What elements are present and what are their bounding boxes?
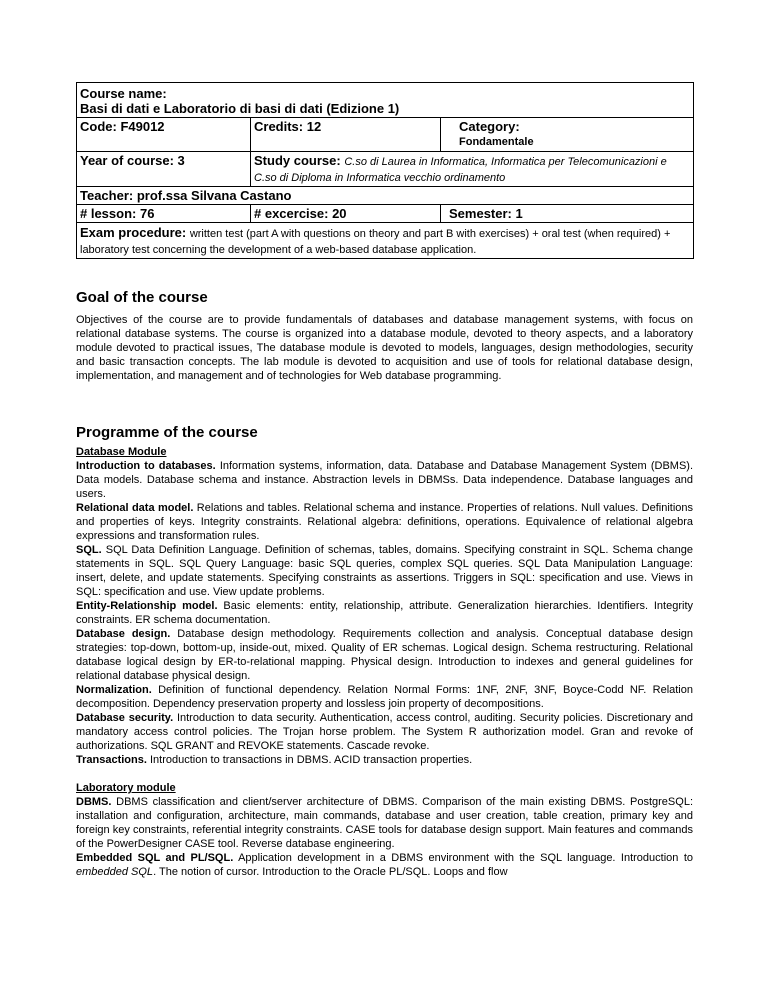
study-course-cell [251,152,694,187]
database-module-items [76,459,693,767]
database-module-item [76,711,693,753]
credits: Credits: 12 [251,118,441,152]
database-module-item [76,501,693,543]
item-text: Basic elements: entity, relationship, attribute. Generalization hierarchies. Identifiers. Integrity constraints. ER schema documentation. [76,600,694,626]
lab-item [76,795,693,851]
course-name-cell [77,83,694,118]
lab-item-heading: Embedded SQL and PL/SQL. [76,852,234,864]
lab-item-text: Application development in a DBMS environment with the SQL language. Introduction to [233,852,693,864]
exam-procedure-cell [77,223,694,259]
item-heading: Database design. [76,628,171,640]
item-heading: Normalization. [76,684,152,696]
lab-item-text: . The notion of cursor. Introduction to the Oracle PL/SQL. Loops and flow [153,866,508,878]
database-module-item [76,599,693,627]
course-name: Basi di dati e Laboratorio di basi di dati (Edizione 1) [80,101,400,116]
item-text: Introduction to transactions in DBMS. ACID transaction properties. [146,754,473,766]
item-text: Introduction to data security. Authentication, access control, auditing. Security policies. Discretionary and mandatory access control policies. The Trojan horse problem. The System R authorization model. Gran and revoke of authorizations. SQL GRANT and REVOKE statements. Cascade revoke. [76,712,694,752]
course-name-label: Course name: [80,86,167,101]
laboratory-module-items [76,795,693,879]
exam-procedure-value: written test (part A with questions on theory and part B with exercises) + oral test (when required) + laboratory test concerning the development of a web-based database application. [80,228,671,256]
lab-item-heading: DBMS. [76,796,112,808]
database-module-item [76,543,693,599]
code: Code: F49012 [77,118,251,152]
item-text: SQL Data Definition Language. Definition of schemas, tables, domains. Specifying constraint in SQL. Schema change statements in SQL. SQL Query Language: basic SQL queries, complex SQL queries. SQL Data Manipulation Language: insert, delete, and update statements. Specifying constraints as assertions. Triggers in SQL: specification and use. Views in SQL: specification and use. View update problems. [76,544,693,598]
teacher: Teacher: prof.ssa Silvana Castano [77,187,694,205]
item-heading: SQL. [76,544,102,556]
item-text: Relations and tables. Relational schema and instance. Properties of relations. Null values. Definitions and properties of keys. Integrity constraints. Relational algebra: definitions, operations. Equivalence of relational algebra expressions and transformation rules. [76,502,693,542]
lab-item-text: DBMS classification and client/server architecture of DBMS. Comparison of the main existing DBMS. PostgreSQL: installation and configuration, architecture, main commands, database and user creation, table creation, primary key and foreign key constraints, referential integrity constraints. CASE tools for database design support. Main features and commands of the PowerDesigner CASE tool. Reverse database engineering. [76,796,693,850]
programme-title: Programme of the course [76,424,258,441]
semester: Semester: 1 [441,205,694,223]
item-heading: Introduction to databases. [76,460,216,472]
item-text: Information systems, information, data. Database and Database Management System (DBMS). Data models. Database schema and instance. Abstraction levels in DBMSs. Data independence. Database languages and users. [76,460,693,500]
lab-item-emphasis: embedded SQL [76,866,154,878]
goal-title: Goal of the course [76,289,208,306]
database-module-item [76,627,693,683]
database-module-item [76,683,693,711]
category-label: Category: [459,119,520,134]
item-text: Database design methodology. Requirements collection and analysis. Conceptual database design strategies: top-down, bottom-up, inside-out, mixed. Quality of ER schemas. Logical design. Schema restructuring. Relational database logical design by ER-to-relational mapping. Physical design. Introduction to indexes and general guidelines for relational database physical design. [76,628,693,682]
item-text: Definition of functional dependency. Relation Normal Forms: 1NF, 2NF, 3NF, Boyce-Codd NF. Relation decomposition. Dependency preservation property and lossless join property of decompositions. [76,684,693,710]
database-module-item [76,753,693,767]
category-cell [441,118,694,152]
database-module-item [76,459,693,501]
item-heading: Relational data model. [76,502,194,514]
year-of-course: Year of course: 3 [77,152,251,187]
item-heading: Database security. [76,712,174,724]
study-course-value: C.so di Laurea in Informatica, Informatica per Telecomunicazioni e C.so di Diploma in Informatica vecchio ordinamento [254,156,667,184]
course-info-table [76,82,694,259]
laboratory-module-heading: Laboratory module [76,782,176,794]
database-module-heading: Database Module [76,446,167,458]
lessons: # lesson: 76 [77,205,251,223]
exam-procedure-label: Exam procedure: [80,225,187,240]
category-value: Fondamentale [459,136,534,148]
programme-body [76,445,693,879]
item-heading: Transactions. [76,754,147,766]
goal-text: Objectives of the course are to provide fundamentals of databases and database management systems, with focus on relational database systems. The course is organized into a database module, devoted to theory aspects, and a laboratory module devoted to practical issues, The database module is devoted to models, languages, design methodologies, security and basic transaction concepts. The lab module is devoted to acquisition and use of tools for relational database design, implementation, and management and of technologies for Web database programming. [76,314,693,382]
lab-item [76,851,693,879]
item-heading: Entity-Relationship model. [76,600,218,612]
study-course-label: Study course: [254,153,341,168]
exercises: # excercise: 20 [251,205,441,223]
